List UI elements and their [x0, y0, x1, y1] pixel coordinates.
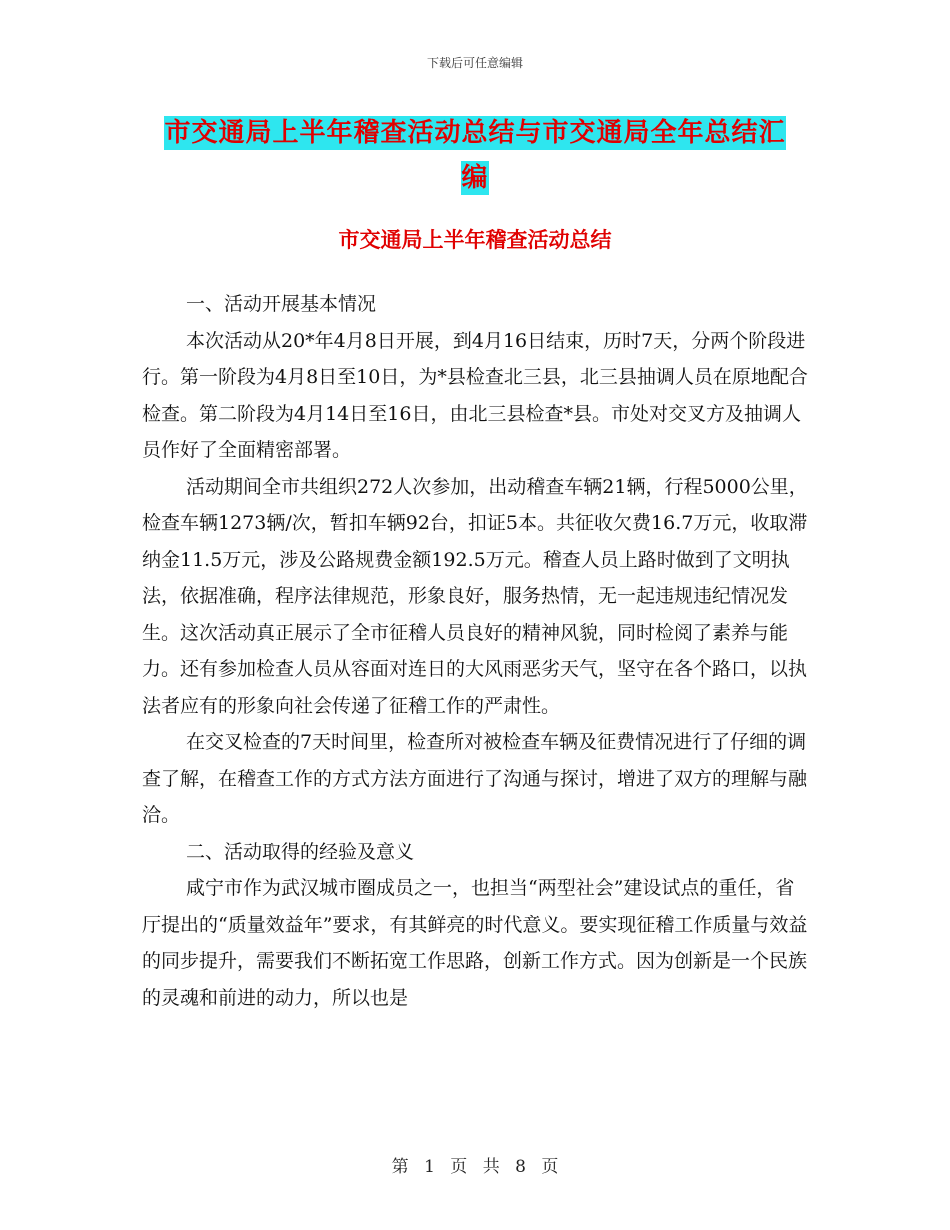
document-title-line-2: 编	[461, 163, 489, 193]
paragraph-cross-inspection: 在交叉检查的7天时间里，检查所对被检查车辆及征费情况进行了仔细的调查了解，在稽查工作的方式方法方面进行了沟通与探讨，增进了双方的理解与融洽。	[142, 731, 808, 826]
paragraph-xianning: 咸宁市作为武汉城市圈成员之一，也担当“两型社会”建设试点的重任，省厅提出的“质量效益年”要求，有其鲜亮的时代意义。要实现征稽工作质量与效益的同步提升，需要我们不断拓宽工作思路，创新工作方式。因为创新是一个民族的灵魂和前进的动力，所以也是	[142, 877, 808, 1009]
document-title-line-1: 市交通局上半年稽查活动总结与市交通局全年总结汇	[164, 118, 786, 148]
heading-experience-significance: 二、活动取得的经验及意义	[186, 840, 415, 863]
paragraph-activity-statistics: 活动期间全市共组织272人次参加，出动稽查车辆21辆，行程5000公里，检查车辆1273辆/次，暂扣车辆92台，扣证5本。共征收欠费16.7万元，收取滞纳金11.5万元，涉及公路规费金额192.5万元。稽查人员上路时做到了文明执法，依据准确，程序法律规范，形象良好，服务热情，无一起违规违纪情况发生。这次活动真正展示了全市征稽人员良好的精神风貌，同时检阅了素养与能力。还有参加检查人员从容面对连日的大风雨恶劣天气，坚守在各个路口，以执法者应有的形象向社会传递了征稽工作的严肃性。	[142, 475, 808, 717]
section-title: 市交通局上半年稽查活动总结	[338, 228, 612, 252]
document-body	[142, 286, 812, 1016]
paragraph-activity-overview: 本次活动从20*年4月8日开展，到4月16日结束，历时7天，分两个阶段进行。第一阶段为4月8日至10日，为*县检查北三县，北三县抽调人员在原地配合检查。第二阶段为4月14日至16日，由北三县检查*县。市处对交叉方及抽调人员作好了全面精密部署。	[142, 329, 808, 461]
page-footer: 第 1 页 共 8 页	[391, 1157, 559, 1177]
heading-basic-situation: 一、活动开展基本情况	[186, 293, 377, 315]
header-note: 下载后可任意编辑	[426, 56, 523, 70]
